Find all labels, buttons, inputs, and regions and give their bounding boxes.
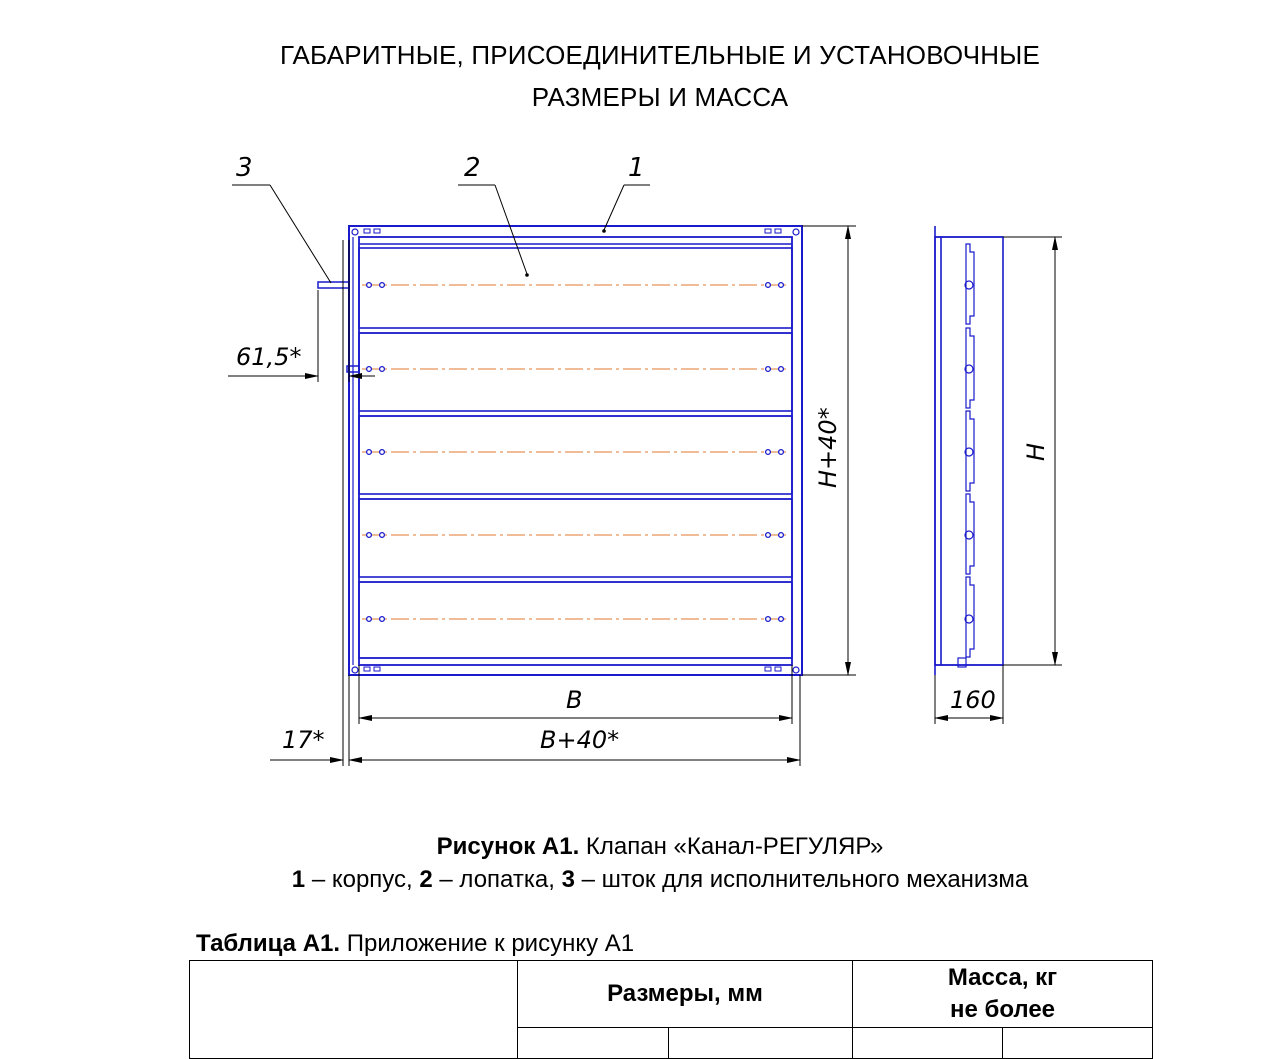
table-header-mass <box>853 961 1153 1028</box>
frame-outer <box>349 226 802 675</box>
callouts <box>232 185 650 283</box>
table-cell <box>518 1028 669 1059</box>
blade <box>359 248 792 328</box>
table-header-mass-line1: Масса, кг <box>947 964 1058 991</box>
dim-stem-label: 61,5* <box>236 343 302 371</box>
table-header-empty <box>190 961 518 1059</box>
legend-text-1: – корпус, <box>305 866 420 893</box>
dim-height-label: H <box>1022 442 1050 461</box>
callout-2-label: 2 <box>464 153 481 183</box>
frame-inner <box>359 237 792 665</box>
dim-depth-label: 160 <box>950 686 996 714</box>
dim-offset-label: 17* <box>282 726 325 754</box>
side-view <box>935 226 1003 675</box>
table-title-text: Приложение к рисунку А1 <box>340 930 635 957</box>
figure-title: Клапан «Канал-РЕГУЛЯР» <box>579 833 884 860</box>
front-view <box>318 226 802 675</box>
table-cell <box>1003 1028 1153 1059</box>
figure-label: Рисунок А1. <box>436 833 580 860</box>
table-cell <box>669 1028 853 1059</box>
page-heading-line1: ГАБАРИТНЫЕ, ПРИСОЕДИНИТЕЛЬНЫЕ И УСТАНОВОЧНЫЕ <box>279 40 1041 70</box>
table-header-row <box>190 961 1153 1028</box>
table-header-mass-line2: не более <box>949 996 1056 1023</box>
dim-width-label: B <box>566 686 583 714</box>
dim-height-total-label: H+40* <box>814 407 842 488</box>
dim-width-total-label: B+40* <box>540 726 620 754</box>
table-label: Таблица А1. <box>196 930 341 957</box>
blade <box>359 333 792 411</box>
table-header-sizes: Размеры, мм <box>518 961 853 1028</box>
legend-num-3: 3 <box>561 866 575 893</box>
callout-3-label: 3 <box>236 153 253 183</box>
blades <box>359 248 792 658</box>
legend-text-2: – лопатка, <box>432 866 562 893</box>
page-heading-line2: РАЗМЕРЫ И МАССА <box>531 82 789 112</box>
legend-num-1: 1 <box>291 866 306 893</box>
blade <box>359 582 792 658</box>
legend-text-3: – шток для исполнительного механизма <box>574 866 1029 893</box>
figure-legend <box>0 866 1274 894</box>
blade <box>359 499 792 577</box>
table-cell <box>853 1028 1003 1059</box>
corner-bolts <box>352 229 799 673</box>
figure-caption <box>0 833 1274 861</box>
blade <box>359 416 792 494</box>
legend-num-2: 2 <box>419 866 433 893</box>
table-title <box>196 930 634 958</box>
blade-axes <box>362 285 790 619</box>
callout-1-label: 1 <box>628 153 645 183</box>
dimensions-table <box>189 960 1153 1059</box>
